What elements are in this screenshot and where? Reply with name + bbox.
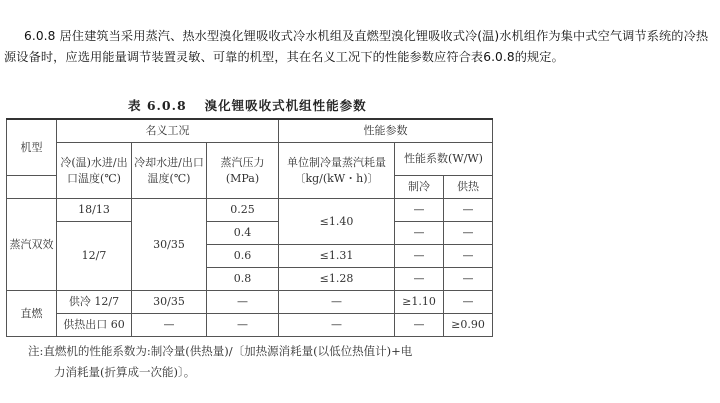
steam-pressure-0-4: 0.4 (207, 222, 279, 245)
header-cop: 性能系数(W/W) (395, 143, 493, 176)
direct-heating-pressure: — (207, 314, 279, 337)
note-line-1: 注:直燃机的性能系数为:制冷量(供热量)/〔加热源消耗量(以低位热值计)+电 (28, 344, 413, 358)
steam-chilled-12-7: 12/7 (57, 222, 132, 291)
steam-pressure-0-6: 0.6 (207, 245, 279, 268)
direct-cooling-condition: 供冷 12/7 (57, 291, 132, 314)
note-line-2: 力消耗量(折算成一次能)〕。 (54, 365, 196, 379)
direct-heating-cooling-water: — (132, 314, 207, 337)
steam-chilled-18-13: 18/13 (57, 199, 132, 222)
direct-cop-cooling: ≥1.10 (395, 291, 444, 314)
steam-row1-cooling: — (395, 199, 444, 222)
header-performance: 性能参数 (279, 119, 493, 143)
direct-fired-label: 直燃 (7, 291, 57, 337)
clause-number: 6.0.8 (24, 29, 56, 43)
direct-heating-consumption: — (279, 314, 395, 337)
direct-heating-cooling: — (395, 314, 444, 337)
direct-cooling-consumption: — (279, 291, 395, 314)
steam-row4-heating: — (444, 268, 493, 291)
steam-row3-cooling: — (395, 245, 444, 268)
header-cop-heating: 供热 (444, 176, 493, 199)
header-unit-type: 机型 (7, 119, 57, 176)
steam-pressure-0-25: 0.25 (207, 199, 279, 222)
steam-consumption-0-6: ≤1.31 (279, 245, 395, 268)
steam-cooling-water: 30/35 (132, 199, 207, 291)
header-cop-cooling: 制冷 (395, 176, 444, 199)
table-note (28, 341, 498, 383)
header-cooling-water: 冷却水进/出口温度(℃) (132, 143, 207, 199)
steam-double-effect-label: 蒸汽双效 (7, 199, 57, 291)
header-nominal: 名义工况 (57, 119, 279, 143)
direct-cooling-pressure: — (207, 291, 279, 314)
steam-row4-cooling: — (395, 268, 444, 291)
direct-heating-condition: 供热出口 60 (57, 314, 132, 337)
direct-cooling-water: 30/35 (132, 291, 207, 314)
table-caption (128, 96, 367, 114)
header-chilled-water: 冷(温)水进/出口温度(℃) (57, 143, 132, 199)
steam-row2-heating: — (444, 222, 493, 245)
unit-type-spacer (7, 176, 57, 199)
clause-text: 居住建筑当采用蒸汽、热水型溴化锂吸收式冷水机组及直燃型溴化锂吸收式冷(温)水机组作为集中式空气调节系统的冷热源设备时，应选用能量调节装置灵敏、可靠的机型，其在名义工况下的性能参数应符合表6.0.8的规定。 (4, 29, 709, 64)
direct-cop-heating: ≥0.90 (444, 314, 493, 337)
steam-consumption-0-8: ≤1.28 (279, 268, 395, 291)
steam-pressure-0-8: 0.8 (207, 268, 279, 291)
table-title: 溴化锂吸收式机组性能参数 (204, 98, 367, 113)
steam-row2-cooling: — (395, 222, 444, 245)
steam-row3-heating: — (444, 245, 493, 268)
table-number: 表 6.0.8 (128, 98, 187, 113)
steam-row1-heating: — (444, 199, 493, 222)
steam-consumption-merged: ≤1.40 (279, 199, 395, 245)
clause-6-0-8 (4, 26, 716, 68)
direct-cooling-heating: — (444, 291, 493, 314)
header-steam-pressure: 蒸汽压力(MPa) (207, 143, 279, 199)
performance-table (6, 118, 493, 337)
header-steam-consumption: 单位制冷量蒸汽耗量〔kg/(kW・h)〕 (279, 143, 395, 199)
